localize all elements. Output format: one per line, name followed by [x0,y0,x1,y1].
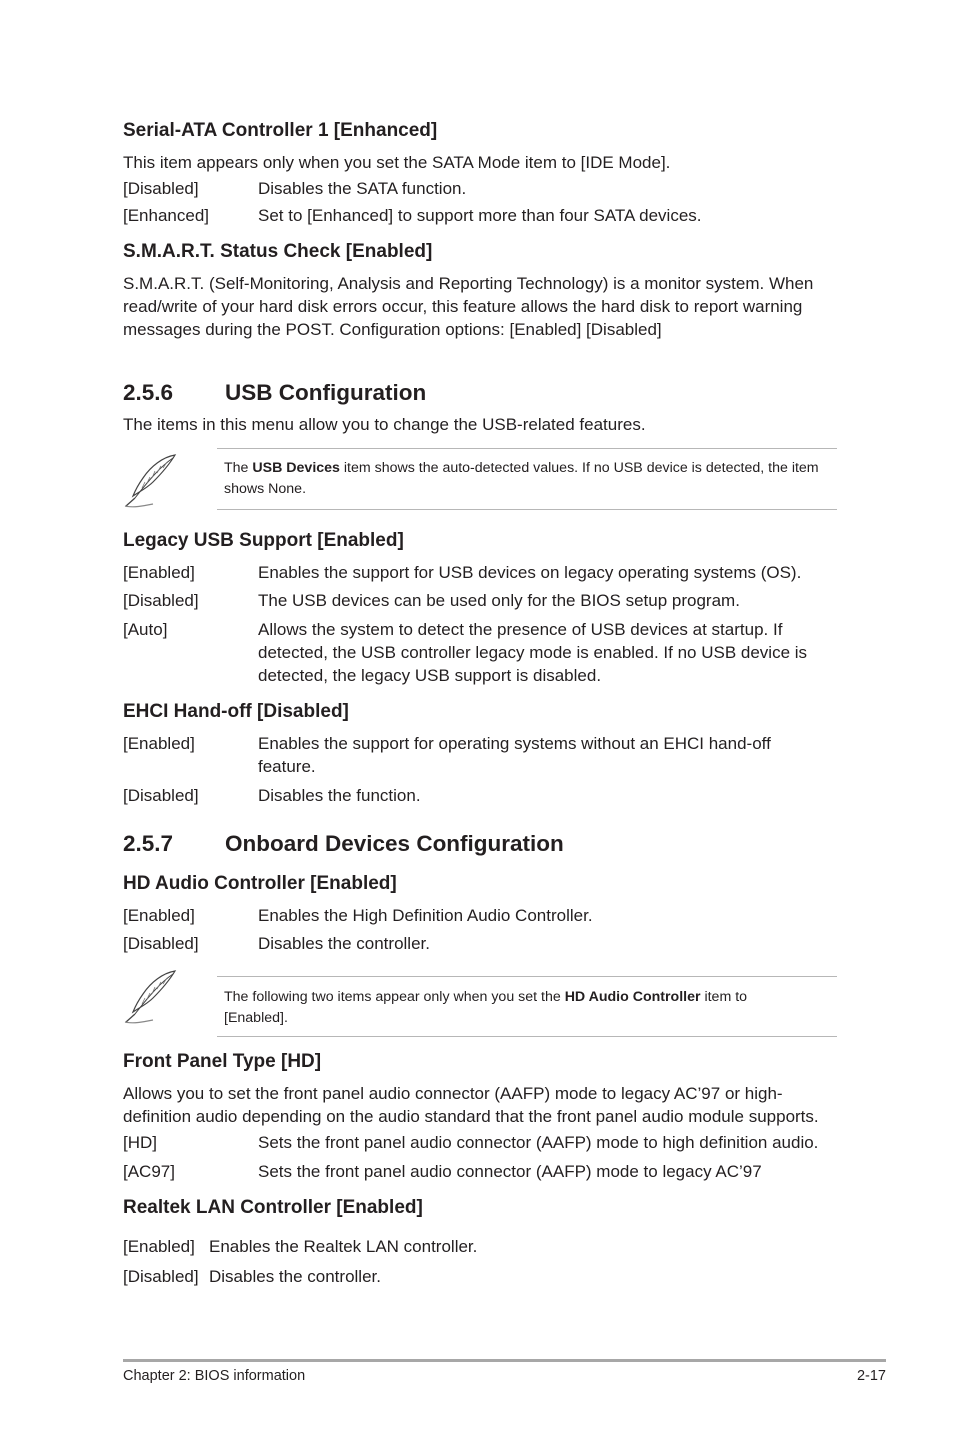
option-key: [Enabled] [123,563,195,582]
note-text-bold: HD Audio Controller [564,989,701,1005]
section-title-onboard-devices [123,831,564,857]
heading-smart-status: S.M.A.R.T. Status Check [Enabled] [123,241,433,262]
realtek-option-enabled [123,1235,478,1258]
option-desc: Enables the High Definition Audio Controller. [258,906,593,925]
front-panel-body: Allows you to set the front panel audio connector (AAFP) mode to legacy AC’97 or high-definition audio depending on the audio standard that the front panel audio module supports. [123,1084,819,1126]
option-desc: Disables the SATA function. [258,179,467,198]
sata-intro: This item appears only when you set the SATA Mode item to [IDE Mode]. [123,153,671,172]
option-key: [Enabled] [123,734,195,753]
note-text [224,458,834,500]
note-text-post: item shows the auto-detected values. If no USB device is detected, the item shows None. [224,460,819,497]
smart-body: S.M.A.R.T. (Self-Monitoring, Analysis and Reporting Technology) is a monitor system. When read/write of your hard disk errors occur, this feature allows the hard disk to report warning messages during the POST. Configuration options: [Enabled] [Disabled] [123,274,814,339]
option-key: [Disabled] [123,786,199,805]
option-key: [Auto] [123,620,168,639]
section-title-usb-configuration [123,380,426,406]
feather-quill-icon [123,968,179,1029]
note-rule-bottom [217,509,837,510]
option-desc: Enables the Realtek LAN controller. [209,1237,478,1256]
footer-rule [123,1359,886,1362]
option-desc: Sets the front panel audio connector (AAFP) mode to legacy AC’97 [258,1162,762,1181]
note-rule-top [217,976,837,977]
section-title: Onboard Devices Configuration [225,831,564,856]
section-title: USB Configuration [225,380,427,405]
feather-quill-icon [123,452,179,513]
footer-chapter: Chapter 2: BIOS information [123,1368,306,1384]
section-number: 2.5.7 [123,831,174,856]
option-desc: Enables the support for USB devices on legacy operating systems (OS). [258,563,802,582]
option-desc: Disables the controller. [258,934,430,953]
option-key: [Enabled] [123,906,195,925]
option-key: [Disabled] [123,179,199,198]
option-desc: Allows the system to detect the presence of USB devices at startup. If detected, the USB controller legacy mode is enabled. If no USB device is detected, the legacy USB support is disabled. [258,620,808,685]
note-text-post: item to [Enabled]. [224,989,748,1026]
heading-hd-audio: HD Audio Controller [Enabled] [123,873,397,894]
note-text-pre: The following two items appear only when you set the [224,989,565,1005]
option-desc: Sets the front panel audio connector (AAFP) mode to high definition audio. [258,1133,819,1152]
option-desc: Disables the function. [258,786,421,805]
option-key: [Disabled] [123,1267,199,1286]
usb-intro: The items in this menu allow you to change the USB-related features. [123,415,646,434]
heading-front-panel-type: Front Panel Type [HD] [123,1051,322,1072]
note-rule-bottom [217,1036,837,1037]
note-text-pre: The [224,460,253,476]
option-desc: Enables the support for operating systems without an EHCI hand-off feature. [258,734,771,776]
heading-realtek-lan: Realtek LAN Controller [Enabled] [123,1197,423,1218]
footer-page-number: 2-17 [856,1368,886,1384]
option-desc: Disables the controller. [209,1267,381,1286]
option-key: [Disabled] [123,591,199,610]
realtek-option-disabled [123,1265,381,1288]
heading-legacy-usb: Legacy USB Support [Enabled] [123,530,404,551]
option-desc: Set to [Enhanced] to support more than four SATA devices. [258,206,702,225]
option-desc: The USB devices can be used only for the BIOS setup program. [258,591,740,610]
note-rule-top [217,448,837,449]
section-number: 2.5.6 [123,380,174,405]
option-key: [Disabled] [123,934,199,953]
note-text [224,987,809,1029]
heading-sata-controller: Serial-ATA Controller 1 [Enhanced] [123,120,438,141]
note-hd-audio [123,976,837,1038]
option-key: [AC97] [123,1162,175,1181]
option-key: [HD] [123,1133,157,1152]
note-usb-devices [123,448,837,510]
option-key: [Enabled] [123,1237,195,1256]
heading-ehci-handoff: EHCI Hand-off [Disabled] [123,701,349,722]
option-key: [Enhanced] [123,206,210,225]
note-text-bold: USB Devices [252,460,340,476]
